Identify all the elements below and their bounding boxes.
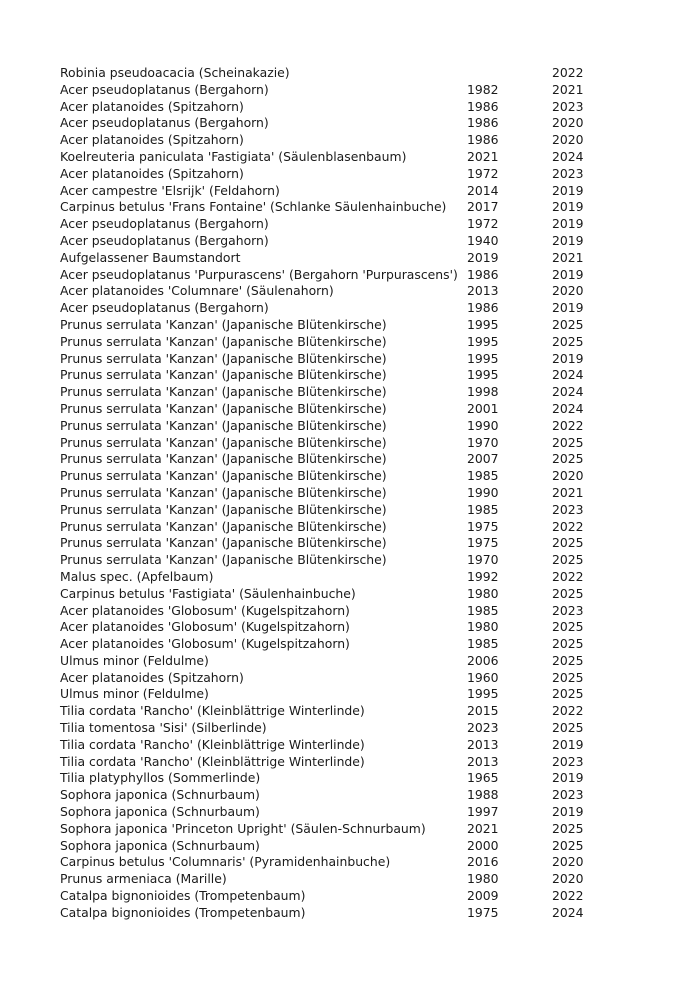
inspection-year-cell: 2019	[552, 770, 584, 786]
tree-species-cell: Prunus serrulata 'Kanzan' (Japanische Blütenkirsche)	[60, 316, 387, 332]
planting-year-cell: 1960	[467, 669, 499, 685]
tree-species-cell: Acer pseudoplatanus (Bergahorn)	[60, 300, 269, 316]
planting-year-cell: 1995	[467, 367, 499, 383]
inspection-year-cell: 2020	[552, 283, 584, 299]
inspection-year-cell: 2025	[552, 451, 584, 467]
table-row	[60, 300, 620, 317]
table-row	[60, 267, 620, 284]
inspection-year-cell: 2021	[552, 249, 584, 265]
planting-year-cell: 1972	[467, 216, 499, 232]
table-row	[60, 216, 620, 233]
inspection-year-cell: 2024	[552, 367, 584, 383]
inspection-year-cell: 2019	[552, 300, 584, 316]
inspection-year-cell: 2022	[552, 568, 584, 584]
planting-year-cell: 2015	[467, 703, 499, 719]
table-row	[60, 65, 620, 82]
inspection-year-cell: 2022	[552, 518, 584, 534]
planting-year-cell: 2007	[467, 451, 499, 467]
table-row	[60, 99, 620, 116]
inspection-year-cell: 2020	[552, 115, 584, 131]
table-row	[60, 233, 620, 250]
table-row	[60, 737, 620, 754]
planting-year-cell: 1988	[467, 787, 499, 803]
tree-species-cell: Ulmus minor (Feldulme)	[60, 686, 209, 702]
planting-year-cell: 1992	[467, 568, 499, 584]
tree-species-cell: Acer platanoides 'Globosum' (Kugelspitzahorn)	[60, 619, 350, 635]
planting-year-cell: 2009	[467, 888, 499, 904]
tree-species-cell: Tilia platyphyllos (Sommerlinde)	[60, 770, 261, 786]
inspection-year-cell: 2022	[552, 703, 584, 719]
tree-species-cell: Prunus serrulata 'Kanzan' (Japanische Blütenkirsche)	[60, 434, 387, 450]
table-row	[60, 384, 620, 401]
planting-year-cell: 1995	[467, 350, 499, 366]
planting-year-cell: 1975	[467, 535, 499, 551]
tree-species-cell: Acer platanoides (Spitzahorn)	[60, 98, 244, 114]
planting-year-cell: 1965	[467, 770, 499, 786]
table-row	[60, 317, 620, 334]
tree-species-cell: Prunus serrulata 'Kanzan' (Japanische Blütenkirsche)	[60, 451, 387, 467]
tree-species-cell: Acer platanoides (Spitzahorn)	[60, 165, 244, 181]
tree-species-cell: Sophora japonica (Schnurbaum)	[60, 804, 260, 820]
planting-year-cell: 2016	[467, 854, 499, 870]
tree-species-cell: Carpinus betulus 'Fastigiata' (Säulenhainbuche)	[60, 585, 356, 601]
tree-species-cell: Acer platanoides (Spitzahorn)	[60, 132, 244, 148]
inspection-year-cell: 2025	[552, 636, 584, 652]
table-row	[60, 199, 620, 216]
tree-species-cell: Acer platanoides 'Globosum' (Kugelspitzahorn)	[60, 602, 350, 618]
planting-year-cell: 1980	[467, 619, 499, 635]
inspection-year-cell: 2024	[552, 400, 584, 416]
planting-year-cell: 2013	[467, 753, 499, 769]
table-row	[60, 250, 620, 267]
inspection-year-cell: 2020	[552, 871, 584, 887]
table-row	[60, 485, 620, 502]
tree-species-cell: Malus spec. (Apfelbaum)	[60, 568, 214, 584]
tree-species-cell: Acer pseudoplatanus (Bergahorn)	[60, 216, 269, 232]
inspection-year-cell: 2023	[552, 165, 584, 181]
planting-year-cell: 1986	[467, 98, 499, 114]
table-row	[60, 703, 620, 720]
table-row	[60, 871, 620, 888]
inspection-year-cell: 2023	[552, 787, 584, 803]
planting-year-cell: 1975	[467, 518, 499, 534]
inspection-year-cell: 2019	[552, 736, 584, 752]
tree-species-cell: Prunus serrulata 'Kanzan' (Japanische Blütenkirsche)	[60, 333, 387, 349]
tree-species-cell: Prunus serrulata 'Kanzan' (Japanische Blütenkirsche)	[60, 484, 387, 500]
inspection-year-cell: 2024	[552, 384, 584, 400]
planting-year-cell: 2006	[467, 652, 499, 668]
tree-species-cell: Acer pseudoplatanus (Bergahorn)	[60, 115, 269, 131]
table-row	[60, 418, 620, 435]
inspection-year-cell: 2019	[552, 804, 584, 820]
tree-species-cell: Prunus serrulata 'Kanzan' (Japanische Blütenkirsche)	[60, 350, 387, 366]
inspection-year-cell: 2025	[552, 652, 584, 668]
inspection-year-cell: 2023	[552, 602, 584, 618]
inspection-year-cell: 2021	[552, 81, 584, 97]
inspection-year-cell: 2023	[552, 501, 584, 517]
inspection-year-cell: 2020	[552, 854, 584, 870]
table-row	[60, 502, 620, 519]
tree-species-cell: Tilia cordata 'Rancho' (Kleinblättrige Winterlinde)	[60, 703, 365, 719]
table-row	[60, 351, 620, 368]
tree-species-cell: Sophora japonica (Schnurbaum)	[60, 787, 260, 803]
table-row	[60, 905, 620, 922]
inspection-year-cell: 2019	[552, 182, 584, 198]
inspection-year-cell: 2025	[552, 619, 584, 635]
planting-year-cell: 1986	[467, 300, 499, 316]
planting-year-cell: 1972	[467, 165, 499, 181]
table-row	[60, 670, 620, 687]
inspection-year-cell: 2020	[552, 132, 584, 148]
tree-species-cell: Acer campestre 'Elsrijk' (Feldahorn)	[60, 182, 280, 198]
inspection-year-cell: 2021	[552, 484, 584, 500]
table-row	[60, 854, 620, 871]
inspection-year-cell: 2019	[552, 232, 584, 248]
planting-year-cell: 1980	[467, 585, 499, 601]
tree-species-cell: Acer pseudoplatanus (Bergahorn)	[60, 232, 269, 248]
planting-year-cell: 2023	[467, 720, 499, 736]
planting-year-cell: 1995	[467, 686, 499, 702]
table-row	[60, 804, 620, 821]
planting-year-cell: 1986	[467, 115, 499, 131]
tree-species-cell: Prunus armeniaca (Marille)	[60, 871, 227, 887]
inspection-year-cell: 2020	[552, 468, 584, 484]
planting-year-cell: 1985	[467, 602, 499, 618]
tree-species-cell: Prunus serrulata 'Kanzan' (Japanische Blütenkirsche)	[60, 468, 387, 484]
planting-year-cell: 1985	[467, 468, 499, 484]
planting-year-cell: 2019	[467, 249, 499, 265]
table-row	[60, 183, 620, 200]
planting-year-cell: 1995	[467, 333, 499, 349]
tree-species-cell: Prunus serrulata 'Kanzan' (Japanische Blütenkirsche)	[60, 518, 387, 534]
tree-species-cell: Acer pseudoplatanus (Bergahorn)	[60, 81, 269, 97]
table-row	[60, 838, 620, 855]
table-row	[60, 468, 620, 485]
planting-year-cell: 1986	[467, 132, 499, 148]
tree-species-cell: Prunus serrulata 'Kanzan' (Japanische Blütenkirsche)	[60, 384, 387, 400]
inspection-year-cell: 2025	[552, 535, 584, 551]
inspection-year-cell: 2022	[552, 65, 584, 80]
table-row	[60, 787, 620, 804]
tree-species-cell: Acer platanoides 'Globosum' (Kugelspitzahorn)	[60, 636, 350, 652]
table-row	[60, 636, 620, 653]
inspection-year-cell: 2019	[552, 350, 584, 366]
inspection-year-cell: 2022	[552, 888, 584, 904]
inspection-year-cell: 2025	[552, 333, 584, 349]
planting-year-cell: 2021	[467, 820, 499, 836]
planting-year-cell: 1982	[467, 81, 499, 97]
table-row	[60, 82, 620, 99]
planting-year-cell: 2017	[467, 199, 499, 215]
planting-year-cell: 1990	[467, 484, 499, 500]
table-row	[60, 888, 620, 905]
table-row	[60, 754, 620, 771]
planting-year-cell: 1985	[467, 636, 499, 652]
table-row	[60, 603, 620, 620]
tree-species-cell: Prunus serrulata 'Kanzan' (Japanische Blütenkirsche)	[60, 400, 387, 416]
tree-species-cell: Carpinus betulus 'Columnaris' (Pyramidenhainbuche)	[60, 854, 391, 870]
table-row	[60, 821, 620, 838]
tree-species-cell: Acer pseudoplatanus 'Purpurascens' (Bergahorn 'Purpurascens')	[60, 266, 458, 282]
planting-year-cell: 1970	[467, 434, 499, 450]
tree-species-cell: Acer platanoides (Spitzahorn)	[60, 669, 244, 685]
planting-year-cell: 1940	[467, 232, 499, 248]
tree-species-cell: Tilia cordata 'Rancho' (Kleinblättrige Winterlinde)	[60, 736, 365, 752]
table-row	[60, 586, 620, 603]
planting-year-cell: 2014	[467, 182, 499, 198]
tree-table	[60, 65, 620, 922]
inspection-year-cell: 2019	[552, 216, 584, 232]
planting-year-cell: 1990	[467, 417, 499, 433]
table-row	[60, 283, 620, 300]
tree-species-cell: Koelreuteria paniculata 'Fastigiata' (Säulenblasenbaum)	[60, 148, 407, 164]
tree-species-cell: Sophora japonica 'Princeton Upright' (Säulen-Schnurbaum)	[60, 820, 426, 836]
inspection-year-cell: 2019	[552, 199, 584, 215]
planting-year-cell: 2013	[467, 736, 499, 752]
table-row	[60, 770, 620, 787]
planting-year-cell: 1980	[467, 871, 499, 887]
tree-species-cell: Prunus serrulata 'Kanzan' (Japanische Blütenkirsche)	[60, 552, 387, 568]
table-row	[60, 686, 620, 703]
table-row	[60, 401, 620, 418]
table-row	[60, 149, 620, 166]
inspection-year-cell: 2025	[552, 552, 584, 568]
inspection-year-cell: 2025	[552, 669, 584, 685]
tree-species-cell: Robinia pseudoacacia (Scheinakazie)	[60, 65, 290, 80]
planting-year-cell: 1997	[467, 804, 499, 820]
inspection-year-cell: 2025	[552, 720, 584, 736]
planting-year-cell: 2013	[467, 283, 499, 299]
table-row	[60, 367, 620, 384]
inspection-year-cell: 2023	[552, 98, 584, 114]
planting-year-cell: 1975	[467, 904, 499, 920]
table-row	[60, 115, 620, 132]
table-row	[60, 535, 620, 552]
inspection-year-cell: 2022	[552, 417, 584, 433]
inspection-year-cell: 2025	[552, 837, 584, 853]
tree-species-cell: Acer platanoides 'Columnare' (Säulenahorn)	[60, 283, 334, 299]
inspection-year-cell: 2025	[552, 434, 584, 450]
inspection-year-cell: 2025	[552, 820, 584, 836]
planting-year-cell: 1998	[467, 384, 499, 400]
tree-species-cell: Prunus serrulata 'Kanzan' (Japanische Blütenkirsche)	[60, 417, 387, 433]
table-row	[60, 569, 620, 586]
table-row	[60, 166, 620, 183]
table-row	[60, 451, 620, 468]
tree-species-cell: Tilia tomentosa 'Sisi' (Silberlinde)	[60, 720, 267, 736]
table-row	[60, 619, 620, 636]
tree-species-cell: Tilia cordata 'Rancho' (Kleinblättrige Winterlinde)	[60, 753, 365, 769]
tree-species-cell: Aufgelassener Baumstandort	[60, 249, 241, 265]
planting-year-cell: 1985	[467, 501, 499, 517]
tree-species-cell: Prunus serrulata 'Kanzan' (Japanische Blütenkirsche)	[60, 501, 387, 517]
table-row	[60, 552, 620, 569]
table-row	[60, 132, 620, 149]
tree-species-cell: Catalpa bignonioides (Trompetenbaum)	[60, 888, 306, 904]
inspection-year-cell: 2025	[552, 316, 584, 332]
inspection-year-cell: 2023	[552, 753, 584, 769]
inspection-year-cell: 2025	[552, 686, 584, 702]
inspection-year-cell: 2024	[552, 904, 584, 920]
tree-species-cell: Catalpa bignonioides (Trompetenbaum)	[60, 904, 306, 920]
tree-species-cell: Prunus serrulata 'Kanzan' (Japanische Blütenkirsche)	[60, 535, 387, 551]
inspection-year-cell: 2019	[552, 266, 584, 282]
inspection-year-cell: 2024	[552, 148, 584, 164]
planting-year-cell: 1986	[467, 266, 499, 282]
tree-species-cell: Prunus serrulata 'Kanzan' (Japanische Blütenkirsche)	[60, 367, 387, 383]
table-row	[60, 653, 620, 670]
tree-species-cell: Carpinus betulus 'Frans Fontaine' (Schlanke Säulenhainbuche)	[60, 199, 447, 215]
planting-year-cell: 1970	[467, 552, 499, 568]
planting-year-cell: 2001	[467, 400, 499, 416]
table-row	[60, 334, 620, 351]
table-row	[60, 435, 620, 452]
tree-species-cell: Ulmus minor (Feldulme)	[60, 652, 209, 668]
inspection-year-cell: 2025	[552, 585, 584, 601]
table-row	[60, 720, 620, 737]
planting-year-cell: 2000	[467, 837, 499, 853]
table-row	[60, 519, 620, 536]
planting-year-cell: 1995	[467, 316, 499, 332]
planting-year-cell: 2021	[467, 148, 499, 164]
tree-species-cell: Sophora japonica (Schnurbaum)	[60, 837, 260, 853]
